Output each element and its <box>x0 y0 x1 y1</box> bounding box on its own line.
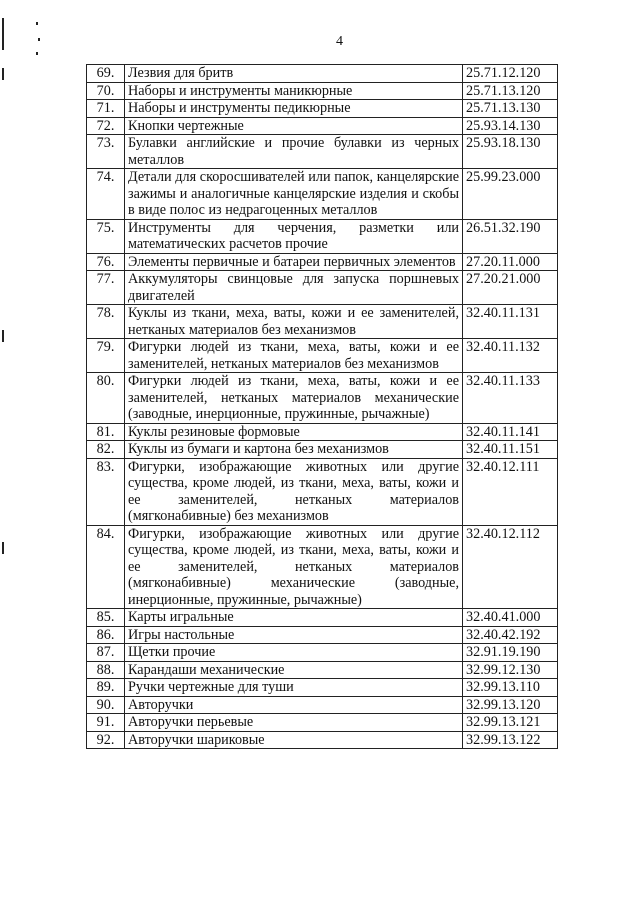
table-row <box>87 169 558 220</box>
table-row <box>87 609 558 627</box>
row-number: 79. <box>87 339 125 373</box>
product-code: 32.99.13.110 <box>463 679 558 697</box>
row-number: 73. <box>87 135 125 169</box>
table-row <box>87 305 558 339</box>
product-code: 32.99.12.130 <box>463 661 558 679</box>
row-number: 90. <box>87 696 125 714</box>
product-code: 32.40.11.133 <box>463 373 558 424</box>
table-row <box>87 696 558 714</box>
product-code: 25.99.23.000 <box>463 169 558 220</box>
product-name: Авторучки перьевые <box>125 714 463 732</box>
row-number: 72. <box>87 117 125 135</box>
product-code: 25.93.18.130 <box>463 135 558 169</box>
row-number: 69. <box>87 65 125 83</box>
product-code: 32.99.13.121 <box>463 714 558 732</box>
product-code: 32.99.13.122 <box>463 731 558 749</box>
page-number: 4 <box>336 34 343 49</box>
row-number: 74. <box>87 169 125 220</box>
product-name: Фигурки, изображающие животных или другие существа, кроме людей, из ткани, меха, ваты, кожи и ее заменителей, нетканых материалов (мягконабивные) механические (заводные, инерционные, пружинные, рычажные) <box>125 525 463 609</box>
product-code: 26.51.32.190 <box>463 219 558 253</box>
scan-dot <box>36 22 38 25</box>
table-row <box>87 661 558 679</box>
row-number: 88. <box>87 661 125 679</box>
table-row <box>87 441 558 459</box>
product-name: Элементы первичные и батареи первичных элементов <box>125 253 463 271</box>
table-row <box>87 65 558 83</box>
row-number: 81. <box>87 423 125 441</box>
table-row <box>87 714 558 732</box>
table-row <box>87 339 558 373</box>
product-name: Наборы и инструменты маникюрные <box>125 82 463 100</box>
table-row <box>87 626 558 644</box>
product-code: 32.40.41.000 <box>463 609 558 627</box>
product-code: 32.40.12.112 <box>463 525 558 609</box>
product-code: 25.71.13.120 <box>463 82 558 100</box>
row-number: 85. <box>87 609 125 627</box>
scan-dot <box>36 52 38 55</box>
row-number: 70. <box>87 82 125 100</box>
table-row <box>87 271 558 305</box>
row-number: 84. <box>87 525 125 609</box>
row-number: 92. <box>87 731 125 749</box>
product-name: Фигурки, изображающие животных или другие существа, кроме людей, из ткани, меха, ваты, кожи и ее заменителей, нетканых материалов (мягконабивные) без механизмов <box>125 458 463 525</box>
row-number: 83. <box>87 458 125 525</box>
product-code: 32.40.11.132 <box>463 339 558 373</box>
product-code: 32.40.11.151 <box>463 441 558 459</box>
product-name: Фигурки людей из ткани, меха, ваты, кожи и ее заменителей, нетканых материалов без механизмов <box>125 339 463 373</box>
row-number: 87. <box>87 644 125 662</box>
product-name: Лезвия для бритв <box>125 65 463 83</box>
table-row <box>87 731 558 749</box>
product-code: 25.93.14.130 <box>463 117 558 135</box>
product-name: Наборы и инструменты педикюрные <box>125 100 463 118</box>
table-row <box>87 82 558 100</box>
product-name: Кнопки чертежные <box>125 117 463 135</box>
row-number: 80. <box>87 373 125 424</box>
row-number: 78. <box>87 305 125 339</box>
table-row <box>87 679 558 697</box>
product-name: Детали для скоросшивателей или папок, канцелярские зажимы и аналогичные канцелярские изделия и скобы в виде полос из недрагоценных металлов <box>125 169 463 220</box>
product-name: Карандаши механические <box>125 661 463 679</box>
table-row <box>87 135 558 169</box>
product-name: Щетки прочие <box>125 644 463 662</box>
product-name: Ручки чертежные для туши <box>125 679 463 697</box>
scan-edge-mark <box>2 542 4 554</box>
product-code: 25.71.13.130 <box>463 100 558 118</box>
product-name: Булавки английские и прочие булавки из черных металлов <box>125 135 463 169</box>
row-number: 75. <box>87 219 125 253</box>
table-row <box>87 644 558 662</box>
scan-edge-mark <box>2 18 4 50</box>
table-row <box>87 219 558 253</box>
product-name: Куклы резиновые формовые <box>125 423 463 441</box>
row-number: 91. <box>87 714 125 732</box>
scan-edge-mark <box>2 330 4 342</box>
row-number: 71. <box>87 100 125 118</box>
product-name: Аккумуляторы свинцовые для запуска поршневых двигателей <box>125 271 463 305</box>
table-row <box>87 373 558 424</box>
products-table <box>86 64 558 749</box>
product-code: 32.40.11.131 <box>463 305 558 339</box>
table-row <box>87 100 558 118</box>
row-number: 76. <box>87 253 125 271</box>
product-code: 27.20.21.000 <box>463 271 558 305</box>
product-name: Фигурки людей из ткани, меха, ваты, кожи и ее заменителей, нетканых материалов механические (заводные, инерционные, пружинные, рычажные) <box>125 373 463 424</box>
scan-dot <box>38 38 40 41</box>
product-code: 32.40.12.111 <box>463 458 558 525</box>
table-row <box>87 423 558 441</box>
product-code: 32.40.11.141 <box>463 423 558 441</box>
table-row <box>87 525 558 609</box>
table-row <box>87 117 558 135</box>
scan-edge-mark <box>2 68 4 80</box>
table-row <box>87 458 558 525</box>
product-code: 25.71.12.120 <box>463 65 558 83</box>
row-number: 77. <box>87 271 125 305</box>
product-name: Игры настольные <box>125 626 463 644</box>
product-name: Куклы из бумаги и картона без механизмов <box>125 441 463 459</box>
product-code: 32.99.13.120 <box>463 696 558 714</box>
row-number: 82. <box>87 441 125 459</box>
product-name: Авторучки <box>125 696 463 714</box>
product-name: Куклы из ткани, меха, ваты, кожи и ее заменителей, нетканых материалов без механизмов <box>125 305 463 339</box>
product-code: 32.40.42.192 <box>463 626 558 644</box>
product-name: Инструменты для черчения, разметки или математических расчетов прочие <box>125 219 463 253</box>
product-name: Авторучки шариковые <box>125 731 463 749</box>
product-code: 27.20.11.000 <box>463 253 558 271</box>
row-number: 86. <box>87 626 125 644</box>
table-row <box>87 253 558 271</box>
row-number: 89. <box>87 679 125 697</box>
product-code: 32.91.19.190 <box>463 644 558 662</box>
product-name: Карты игральные <box>125 609 463 627</box>
